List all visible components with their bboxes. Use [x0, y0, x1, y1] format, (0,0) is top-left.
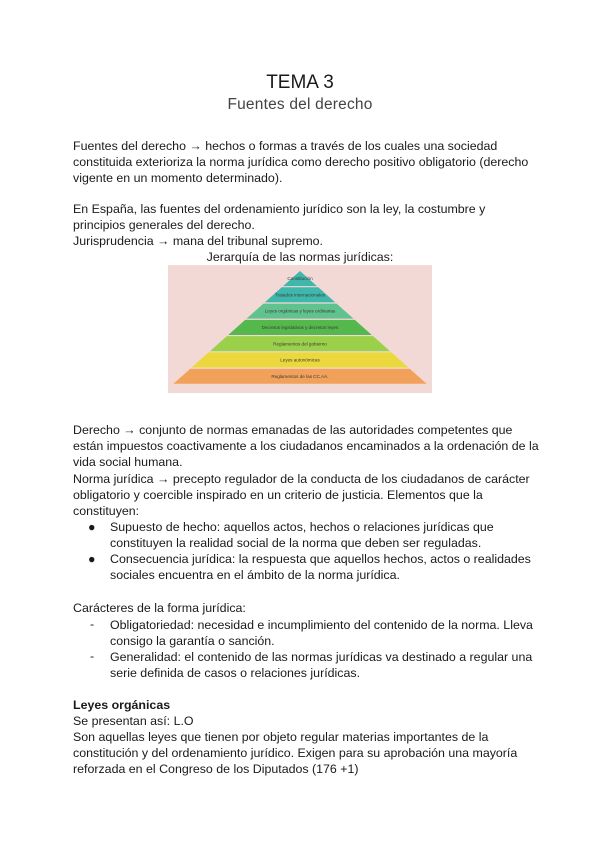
text-line: Obligatoriedad: necesidad e incumplimiento del contenido de la norma. Lleva [110, 618, 533, 632]
text-line: constituyen: [73, 504, 140, 518]
derecho-definition [73, 422, 541, 470]
text-line: están impuestos coactivamente a los ciudadanos encaminados a la ordenación de la [73, 439, 539, 453]
text-line: constituyen la realidad social de la norma que deben ser reguladas. [110, 536, 482, 550]
pyramid-caption: Jerarquía de las normas jurídicas: [206, 250, 394, 264]
text-line: Se presentan así: L.O [73, 714, 194, 728]
text-line: En España, las fuentes del ordenamiento jurídico son la ley, la costumbre y [73, 202, 486, 216]
pyramid-level-label: Tratados internacionales [274, 292, 326, 298]
pyramid-diagram [168, 265, 432, 393]
leyes-organicas-section [73, 697, 541, 777]
bullet-icon: ● [88, 552, 96, 566]
caracteres-heading [73, 600, 541, 616]
leyes-heading: Leyes orgánicas [73, 698, 171, 712]
text-line: Son aquellas leyes que tienen por objeto regular materias importantes de la [73, 730, 489, 744]
text-line: serie definida de casos o relaciones jurídicas. [110, 666, 361, 680]
text-line: constituida exterioriza la norma jurídica como derecho positivo obligatorio (derecho [73, 155, 529, 169]
dash-icon: - [90, 649, 95, 663]
page-title: TEMA 3 [266, 72, 334, 93]
text-line: vigente en un momento determinado). [73, 171, 283, 185]
fuentes-definition [73, 138, 541, 186]
pyramid-level-label: Leyes autonómicas [280, 357, 320, 363]
text-line: principios generales del derecho. [73, 218, 255, 232]
norma-definition [73, 471, 541, 519]
bullet-item [110, 551, 550, 583]
text-line: constitución y del ordenamiento jurídico. Exigen para su aprobación una mayoría [73, 746, 518, 760]
text-line: Generalidad: el contenido de las normas jurídicas va destinado a regular una [110, 650, 533, 664]
espana-paragraph [73, 201, 541, 249]
pyramid-svg [168, 265, 432, 393]
page-subtitle: Fuentes del derecho [227, 96, 373, 113]
dash-icon: - [90, 617, 95, 631]
pyramid-level-label: Reglamentos de las CC.AA. [271, 373, 329, 379]
pyramid-level-label: Leyes orgánicas y leyes ordinarias [264, 308, 336, 314]
text-line: obligatorio y coercible inspirado en un criterio de justicia. Elementos que la [73, 488, 483, 502]
pyramid-level-label: Reglamentos del gobierno [273, 341, 327, 347]
text-line: consigo la garantía o sanción. [110, 634, 275, 648]
pyramid-level-label: Decretos legislativos y decretos leyes [261, 325, 339, 330]
dash-item [110, 617, 550, 649]
text-line: vida social humana. [73, 455, 183, 469]
dash-item [110, 649, 550, 681]
bullet-item [110, 519, 550, 551]
text-line: Supuesto de hecho: aquellos actos, hechos o relaciones jurídicas que [110, 520, 494, 534]
text-line: Derecho → conjunto de normas emanadas de las autoridades competentes que [73, 423, 513, 437]
text-line: sociales encuentra en el ámbito de la norma jurídica. [110, 568, 400, 582]
text-line: reforzada en el Congreso de los Diputados (176 +1) [73, 762, 359, 776]
bullet-icon: ● [88, 520, 96, 534]
text-line: Consecuencia jurídica: la respuesta que aquellos hechos, actos o realidades [110, 552, 531, 566]
jurisprudencia-line: Jurisprudencia → mana del tribunal supremo. [73, 234, 324, 248]
text-line: Fuentes del derecho → hechos o formas a través de los cuales una sociedad [73, 139, 498, 153]
pyramid-level-label: Constitución [287, 276, 313, 282]
text-line: Carácteres de la forma jurídica: [73, 601, 246, 615]
text-line: Norma jurídica → precepto regulador de la conducta de los ciudadanos de carácter [73, 472, 530, 486]
